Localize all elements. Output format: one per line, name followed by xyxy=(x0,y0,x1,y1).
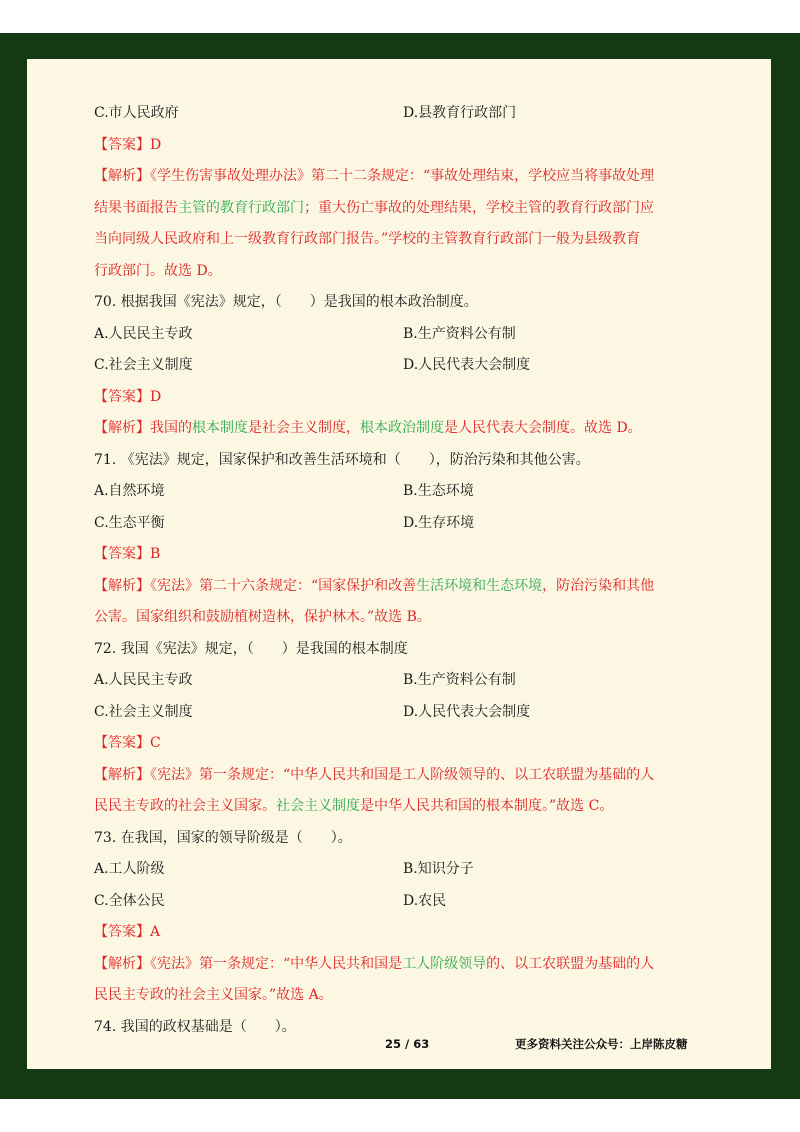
option-a: A.人民民主专政 xyxy=(94,672,193,688)
options-row xyxy=(94,697,694,729)
option-b: B.生产资料公有制 xyxy=(403,672,516,688)
option-a: A.自然环境 xyxy=(94,483,165,499)
option-b: B.生产资料公有制 xyxy=(403,325,516,342)
options-row xyxy=(94,854,694,886)
page-number: 25 / 63 xyxy=(385,1037,430,1051)
option-d: D.农民 xyxy=(403,892,447,909)
explanation: 【解析】我国的根本制度是社会主义制度，根本政治制度是人民代表大会制度。故选 D。 xyxy=(94,420,642,436)
options-row xyxy=(94,350,694,382)
answer-line: 【答案】A xyxy=(94,924,161,940)
answer-line: 【答案】D xyxy=(94,388,162,405)
options-row xyxy=(94,665,694,697)
explanation: 【解析】《宪法》第一条规定：“中华人民共和国是工人阶级领导的、以工农联盟为基础的人 民民主专政的社会主义国家。社会主义制度是中华人民共和国的根本制度。”故选 C。 xyxy=(94,766,655,814)
option-d: D.人民代表大会制度 xyxy=(403,357,531,373)
explanation: 【解析】《宪法》第一条规定：“中华人民共和国是工人阶级领导的、以工农联盟为基础的人 民民主专政的社会主义国家。”故选 A。 xyxy=(94,955,655,1003)
question-71: 71. 《宪法》规定，国家保护和改善生活环境和（ ），防治污染和其他公害。 xyxy=(94,451,590,468)
option-d: D.人民代表大会制度 xyxy=(403,703,531,720)
option-c: C.生态平衡 xyxy=(94,514,165,531)
options-row xyxy=(94,319,694,351)
explanation: 【解析】《学生伤害事故处理办法》第二十二条规定：“事故处理结束，学校应当将事故处理 结果书面报告主管的教育行政部门；重大伤亡事故的处理结果，学校主管的教育行政部门应 当向同级人民政府和上一级教育行政部门报告。”学校的主管教育行政部门一般为县级教育 行政部门。故选 D。 xyxy=(94,168,655,279)
option-c: C.社会主义制度 xyxy=(94,357,193,373)
option-a: A.工人阶级 xyxy=(94,861,165,877)
question-73: 73. 在我国，国家的领导阶级是（ ）。 xyxy=(94,829,352,846)
explanation: 【解析】《宪法》第二十六条规定：“国家保护和改善生活环境和生态环境，防治污染和其他 公害。国家组织和鼓励植树造林，保护林木。”故选 B。 xyxy=(94,577,655,625)
option-a: A.人民民主专政 xyxy=(94,325,193,342)
answer-line: 【答案】D xyxy=(94,136,162,153)
question-74: 74. 我国的政权基础是（ ）。 xyxy=(94,1018,296,1035)
option-b: B.知识分子 xyxy=(403,861,474,877)
option-c: C.社会主义制度 xyxy=(94,703,193,720)
options-row xyxy=(94,476,694,508)
option-d: D.生存环境 xyxy=(403,514,475,531)
answer-line: 【答案】B xyxy=(94,546,161,562)
option-c: C.市人民政府 xyxy=(94,105,179,121)
question-72: 72. 我国《宪法》规定，（ ）是我国的根本制度 xyxy=(94,640,408,657)
option-b: B.生态环境 xyxy=(403,483,474,499)
footer-promo: 更多资料关注公众号：上岸陈皮糖 xyxy=(515,1037,688,1051)
answer-line: 【答案】C xyxy=(94,735,161,751)
options-row xyxy=(94,98,694,130)
option-c: C.全体公民 xyxy=(94,892,165,909)
page-content xyxy=(94,98,694,1043)
options-row xyxy=(94,886,694,918)
question-70: 70. 根据我国《宪法》规定，（ ）是我国的根本政治制度。 xyxy=(94,294,478,310)
options-row xyxy=(94,508,694,540)
option-d: D.县教育行政部门 xyxy=(403,105,517,121)
